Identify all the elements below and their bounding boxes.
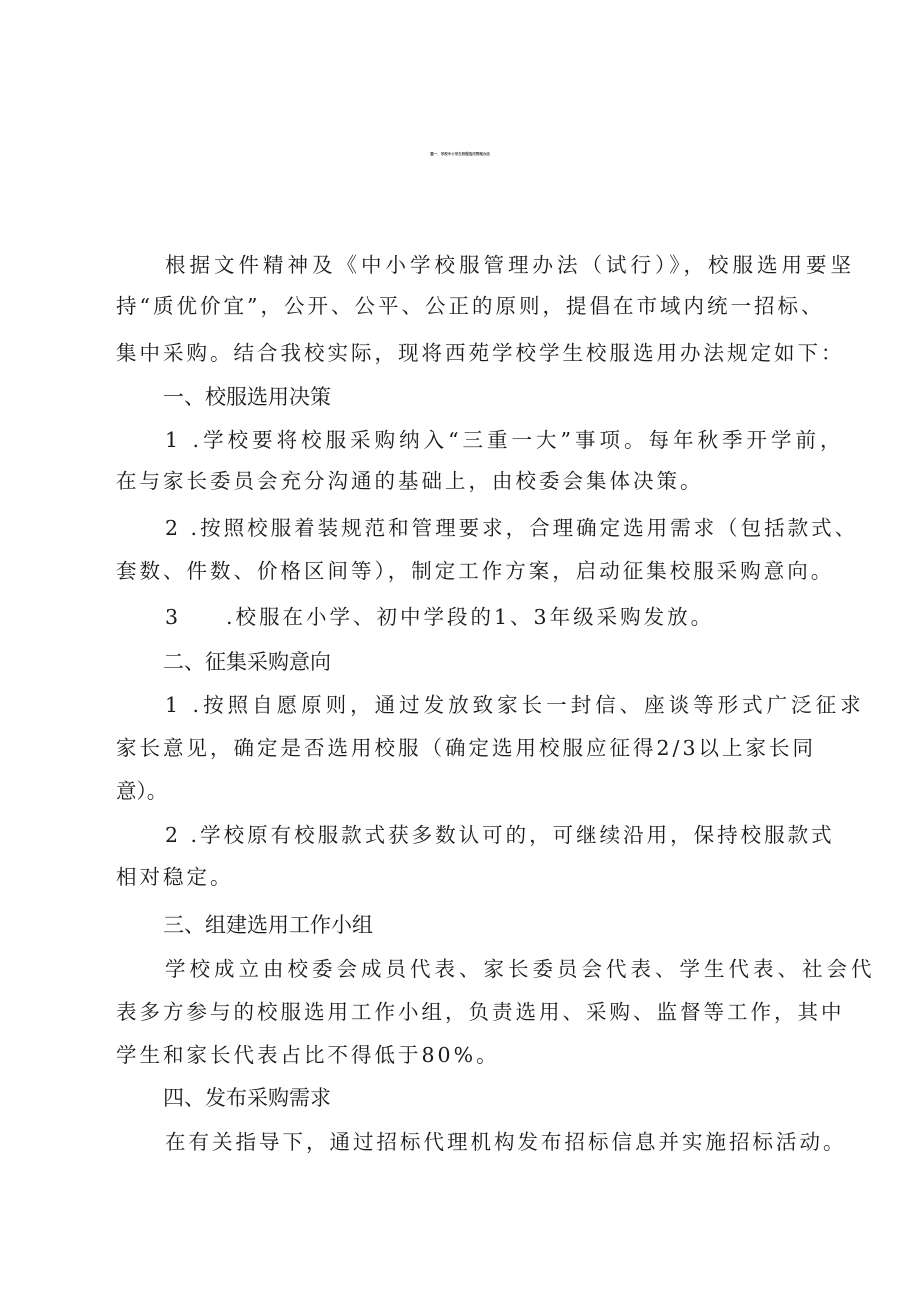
- section-1-line-4: 套数、件数、价格区间等），制定工作方案，启动征集校服采购意向。: [116, 559, 835, 583]
- section-1-line-5-number: 3: [165, 605, 179, 629]
- section-3-line-3: 学生和家长代表占比不得低于80%。: [116, 1043, 500, 1067]
- section-heading-1: 一、校服选用决策: [163, 385, 331, 409]
- section-1-line-3: 2 .按照校服着装规范和管理要求，合理确定选用需求（包括款式、: [165, 516, 859, 540]
- section-2-line-2: 家长意见，确定是否选用校服（确定选用校服应征得2/3以上家长同: [116, 736, 816, 760]
- section-3-line-2: 表多方参与的校服选用工作小组，负责选用、采购、监督等工作，其中: [116, 1000, 845, 1024]
- section-3-line-1: 学校成立由校委会成员代表、家长委员会代表、学生代表、社会代: [165, 957, 876, 981]
- section-2-line-1: 1 .按照自愿原则，通过发放致家长一封信、座谈等形式广泛征求: [165, 693, 865, 717]
- intro-line-1: 根据文件精神及《中小学校服管理办法（试行）》，校服选用要坚: [165, 253, 855, 277]
- section-heading-3: 三、组建选用工作小组: [163, 913, 373, 937]
- section-1-line-5-text: .校服在小学、初中学段的1、3年级采购发放。: [226, 605, 715, 629]
- intro-line-2: 持“质优价宜”，公开、公平、公正的原则，提倡在市域内统一招标、: [116, 294, 825, 318]
- document-title: 篇一、学校中小学生校服选用管理办法: [430, 152, 490, 156]
- section-1-line-2: 在与家长委员会充分沟通的基础上，由校委会集体决策。: [116, 469, 704, 493]
- section-4-line-1: 在有关指导下，通过招标代理机构发布招标信息并实施招标活动。: [165, 1130, 847, 1154]
- section-heading-2: 二、征集采购意向: [163, 650, 331, 674]
- section-2-line-5: 相对稳定。: [116, 865, 234, 889]
- section-2-line-4: 2 .学校原有校服款式获多数认可的，可继续沿用，保持校服款式: [165, 823, 835, 847]
- section-2-line-3: 意）。: [116, 779, 168, 803]
- section-heading-4: 四、发布采购需求: [163, 1086, 331, 1110]
- section-1-line-1: 1 .学校要将校服采购纳入“三重一大”事项。每年秋季开学前，: [165, 428, 845, 452]
- intro-line-3: 集中采购。结合我校实际，现将西苑学校学生校服选用办法规定如下：: [116, 341, 845, 365]
